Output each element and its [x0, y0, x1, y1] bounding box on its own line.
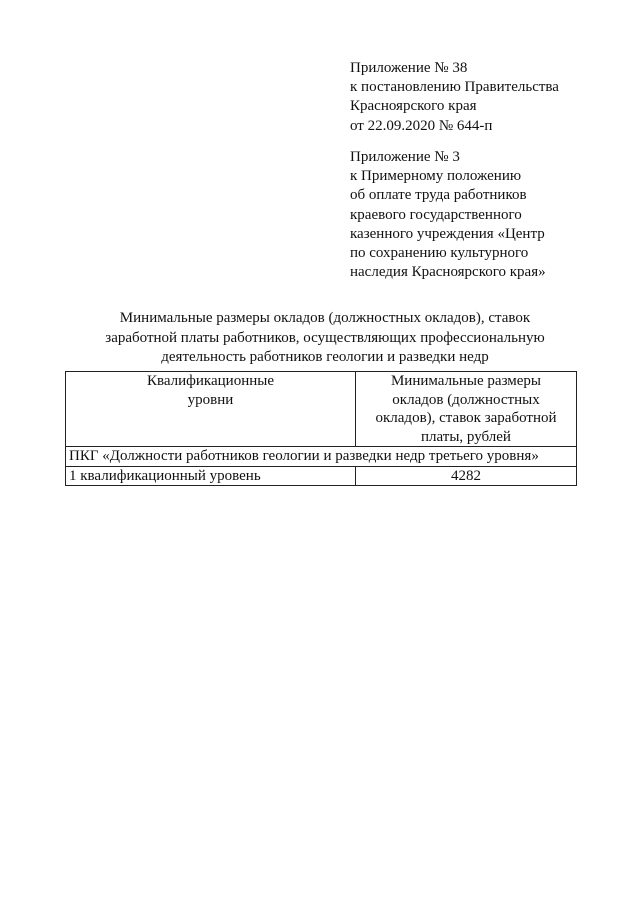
salary-table	[65, 371, 577, 486]
appendix-3-header	[350, 148, 546, 282]
qualification-level: 1 квалификационный уровень	[66, 466, 356, 486]
title-line: Минимальные размеры окладов (должностных окладов), ставок	[119, 310, 531, 326]
text-line: Приложение № 3	[350, 149, 460, 165]
header-line: Квалификационные	[146, 373, 274, 389]
text-line: об оплате труда работников	[350, 187, 527, 204]
text-line: краевого государственного	[350, 206, 522, 223]
header-line: окладов), ставок заработной	[375, 410, 557, 426]
appendix-38-header	[350, 59, 559, 136]
header-line: платы, рублей	[421, 428, 511, 445]
title-line: заработной платы работников, осуществляющих профессиональную	[105, 329, 545, 346]
text-line: по сохранению культурного	[350, 245, 529, 262]
document-title	[60, 309, 590, 368]
text-line: Красноярского края	[350, 98, 477, 115]
table-header-row	[66, 372, 577, 447]
salary-value: 4282	[356, 466, 577, 486]
text-line: наследия Красноярского края»	[350, 264, 546, 281]
text-line: казенного учреждения «Центр	[350, 225, 545, 242]
title-line: деятельность работников геологии и разведки недр	[161, 349, 489, 365]
header-qualification-levels	[66, 372, 356, 447]
header-line: окладов (должностных	[392, 391, 540, 408]
table-row	[66, 466, 577, 486]
header-line: уровни	[187, 391, 234, 408]
text-line: Приложение № 38	[350, 60, 468, 76]
text-line: к постановлению Правительства	[350, 79, 559, 96]
header-minimum-salary	[356, 372, 577, 447]
text-line: к Примерному положению	[350, 168, 522, 185]
group-label: ПКГ «Должности работников геологии и разведки недр третьего уровня»	[66, 447, 577, 467]
table-group-row	[66, 447, 577, 467]
text-line: от 22.09.2020 № 644-п	[350, 117, 493, 134]
header-line: Минимальные размеры	[390, 373, 542, 389]
